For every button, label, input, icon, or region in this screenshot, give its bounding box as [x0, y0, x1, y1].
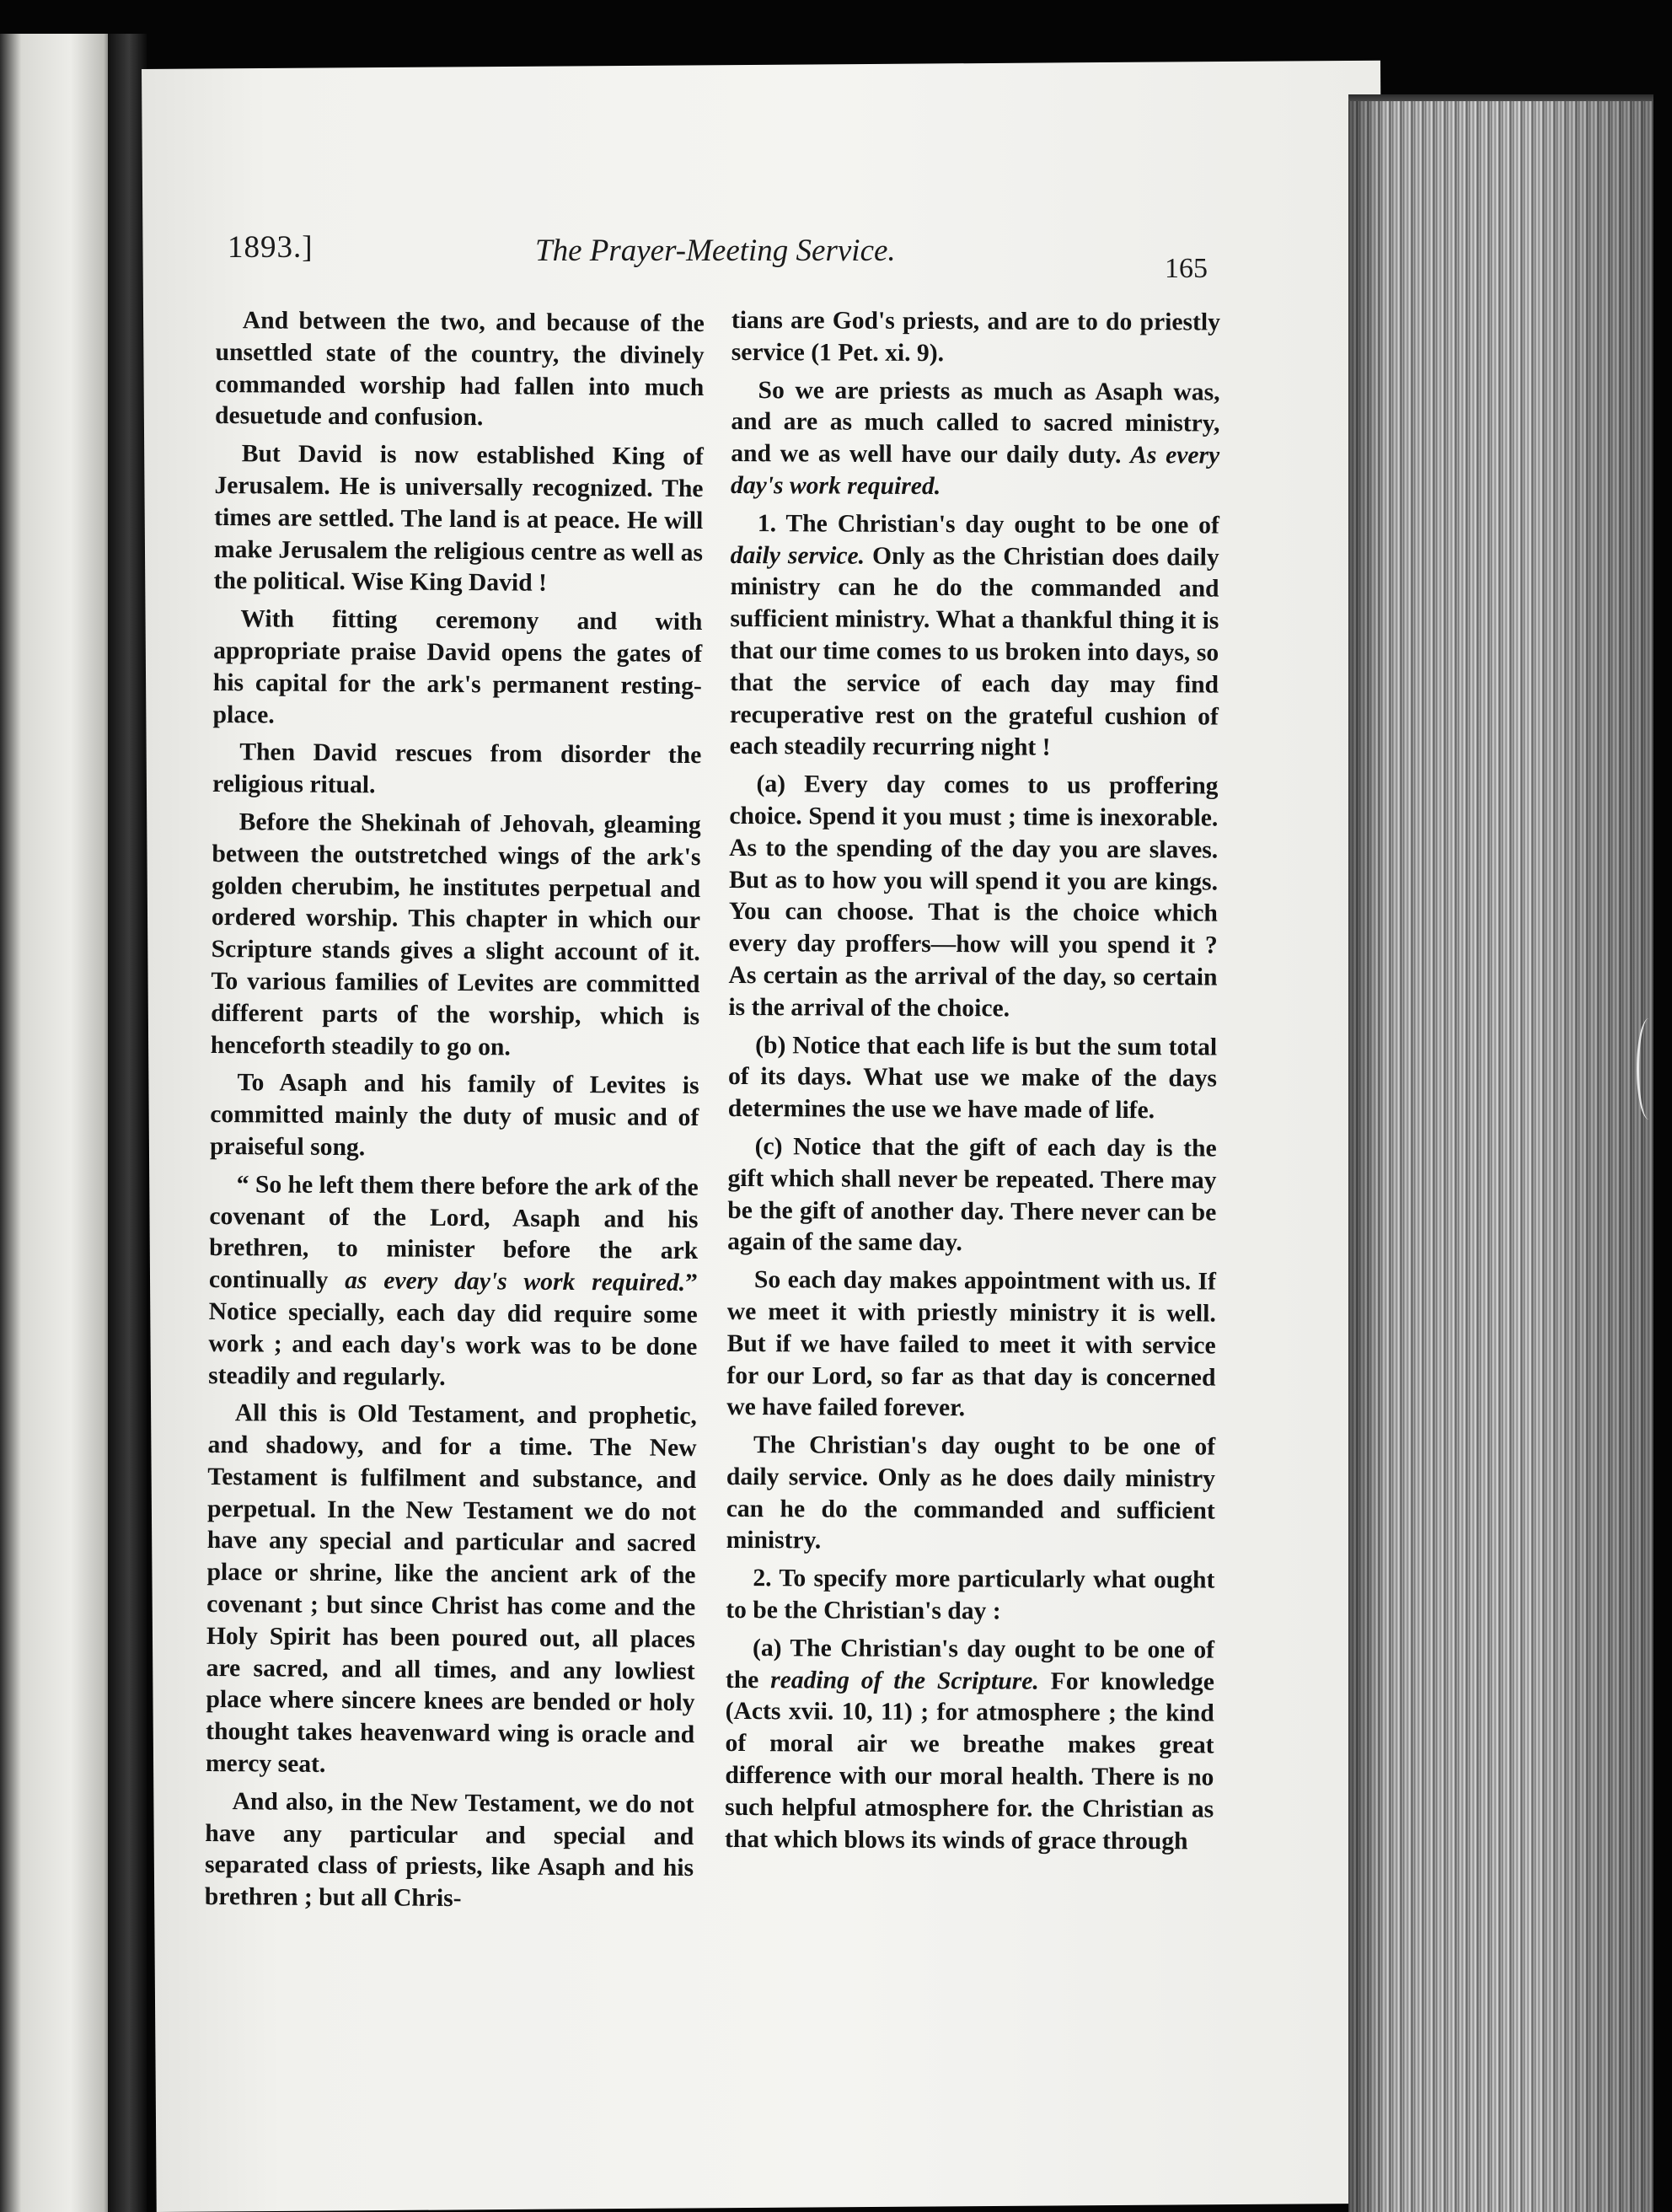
text-run: So we are priests as much as Asaph was, and are as much called to sacred ministry, and we as well have our daily duty.	[731, 376, 1220, 470]
paragraph: So each day makes appointment with us. If we meet it with priestly ministry it is well. But if we have failed to meet it with service for our Lord, so far as that day is concerned we have failed forever.	[726, 1266, 1217, 1422]
text-run: Only as the Christian does daily ministry can he do the commanded and sufficient ministry. What a thankful thing it is that our time comes to us broken into days, so that the service of each day may find recuperative rest on the grateful cushion of each steadily recurring night !	[729, 542, 1219, 762]
paragraph: To Asaph and his family of Levites is committed mainly the duty of music and of praiseful song.	[209, 1069, 699, 1162]
paragraph: All this is Old Testament, and prophetic, and shadowy, and for a time. The New Testament is fulfilment and substance, and perpetual. In the New Testament we do not have any special and particular and sacred place or shrine, like the ancient ark of the covenant ; but since Christ has come and the Holy Spirit has been poured out, all places are sacred, and all times, and any lowliest place where sincere knees are bended or holy thought takes heavenward wing is oracle and mercy seat.	[205, 1399, 697, 1779]
italic-phrase: As every day's work required.	[730, 442, 1220, 501]
paragraph: (c) Notice that the gift of each day is the gift which shall never be repeated. There may be the gift of another day. There never can be again of the same day.	[727, 1133, 1217, 1257]
paragraph	[730, 508, 1219, 765]
page-stack-shadow	[1348, 101, 1653, 2212]
book-gutter	[108, 34, 147, 2212]
paragraph	[208, 1169, 699, 1396]
text-run: For knowledge (Acts xvii. 10, 11) ; for atmosphere ; the kind of moral air we breathe makes great difference with our moral health. There is no such helpful atmosphere for. the Christian as that which blows its winds of grace through	[724, 1667, 1214, 1855]
left-text-column	[205, 305, 705, 1923]
text-run: (a) The Christian's day ought to be one of the	[725, 1634, 1215, 1694]
running-header	[228, 229, 1239, 284]
paragraph	[731, 375, 1220, 505]
italic-phrase: daily service.	[730, 541, 865, 570]
right-text-column	[725, 305, 1220, 1864]
text-run: “ So he left them there before the ark of the covenant of the Lord, Asaph and his brethren, to minister before the ark continually	[208, 1170, 699, 1295]
italic-phrase: as every day's work required.	[345, 1267, 686, 1297]
paragraph: (b) Notice that each life is but the sum total of its days. What use we make of the days determines the use we have made of life.	[727, 1031, 1218, 1125]
paragraph: Before the Shekinah of Jehovah, gleaming between the outstretched wings of the ark's golden cherubim, he institutes perpetual and ordered worship. This chapter in which our Scripture stands gives a slight account of it. To various families of Levites are committed different parts of the worship, which is henceforth steadily to go on.	[210, 808, 701, 1060]
page-number: 165	[1165, 253, 1208, 284]
paragraph: And between the two, and because of the unsettled state of the country, the divinely commanded worship had fallen into much desuetude and confusion.	[214, 307, 705, 432]
paragraph: And also, in the New Testament, we do not have any particular and special and separated class of priests, like Asaph and his brethren ; but all Chris-	[204, 1788, 694, 1913]
paragraph: The Christian's day ought to be one of daily service. Only as he does daily ministry can he do the commanded and sufficient ministry.	[726, 1431, 1216, 1554]
paragraph	[725, 1633, 1214, 1858]
paragraph: 2. To specify more particularly what ought to be the Christian's day :	[726, 1565, 1215, 1625]
paragraph: With fitting ceremony and with appropriate praise David opens the gates of his capital for the ark's permanent resting-place.	[212, 605, 703, 729]
header-year: 1893.]	[228, 230, 314, 265]
bookmark-ribbon	[1637, 1018, 1661, 1119]
paragraph: tians are God's priests, and are to do priestly service (1 Pet. xi. 9).	[731, 306, 1220, 367]
facing-page-edge	[0, 34, 118, 2212]
italic-phrase: reading of the Scripture.	[770, 1666, 1039, 1695]
text-run: 1. The Christian's day ought to be one of	[757, 509, 1219, 540]
text-run: ” Notice specially, each day did require some work ; and each day's work was to be done steadily and regularly.	[208, 1270, 699, 1391]
paragraph: Then David rescues from disorder the religious ritual.	[212, 738, 702, 799]
running-title: The Prayer-Meeting Service.	[535, 234, 896, 268]
paragraph: But David is now established King of Jerusalem. He is universally recognized. The times are settled. The land is at peace. He will make Jerusalem the religious centre as well as the political. Wise King David !	[213, 440, 704, 598]
paragraph: (a) Every day comes to us proffering choice. Spend it you must ; time is inexorable. As to the spending of the day you are slaves. But as to how you will spend it you are kings. You can choose. That is the choice which every day proffers—how will you spend it ? As certain as the arrival of the day, so certain is the arrival of the choice.	[728, 770, 1219, 1023]
